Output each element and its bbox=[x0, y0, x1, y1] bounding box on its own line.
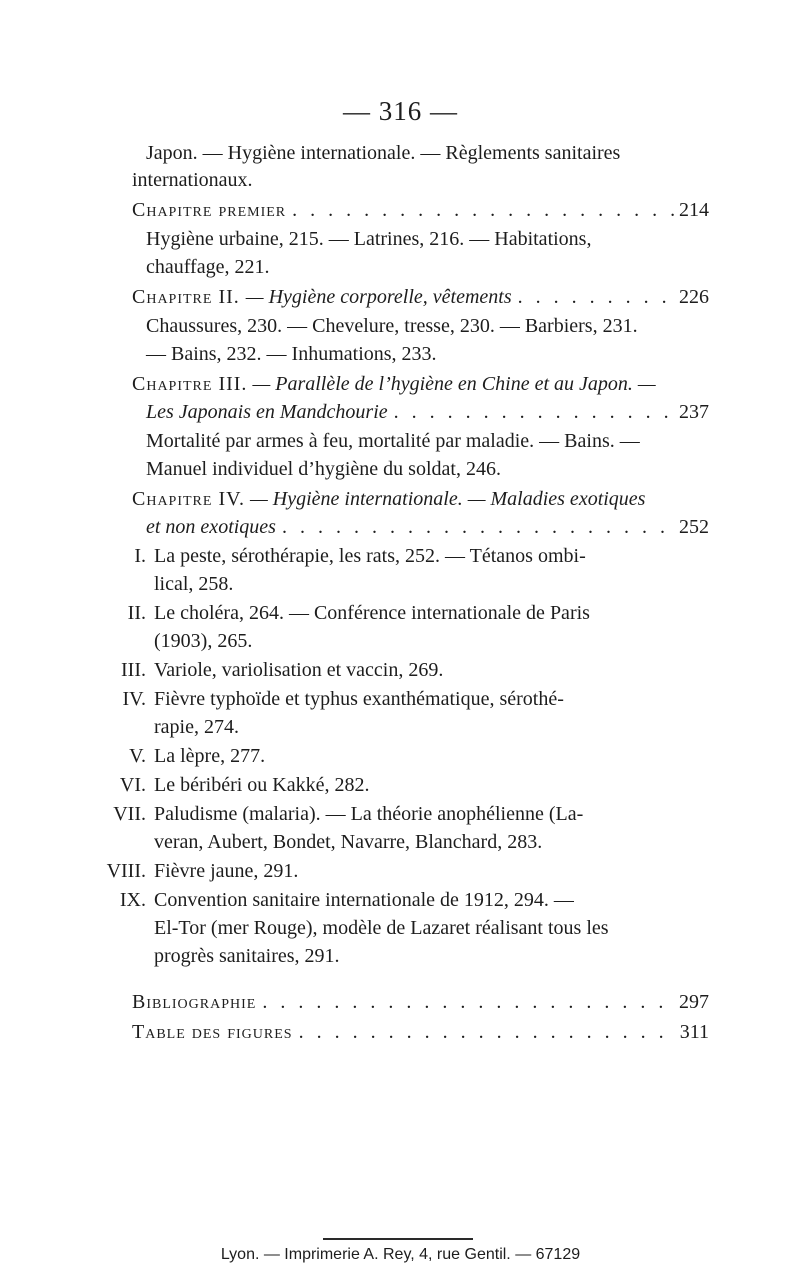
chapter-summary-line: — Bains, 232. — Inhumations, 233. bbox=[146, 343, 437, 365]
toc-entry-bibliographie[interactable] bbox=[132, 987, 709, 1017]
chapter-summary-line: Manuel individuel d’hygiène du soldat, 246. bbox=[146, 458, 501, 480]
dot-leader bbox=[388, 397, 675, 427]
page-ref: 311 bbox=[679, 1021, 709, 1043]
section-number: V. bbox=[129, 745, 146, 767]
chapter-title: — Hygiène internationale. — Maladies exotiques bbox=[249, 488, 646, 510]
section-cont: veran, Aubert, Bondet, Navarre, Blanchard, 283. bbox=[154, 831, 543, 853]
page-ref: 214 bbox=[679, 199, 709, 221]
section-number: II. bbox=[127, 602, 146, 624]
backmatter-label: Bibliographie bbox=[132, 991, 257, 1013]
section-cont: lical, 258. bbox=[154, 573, 234, 595]
toc-entry-chapitre-2[interactable] bbox=[132, 282, 709, 312]
section-number: IV. bbox=[122, 688, 146, 710]
section-item bbox=[102, 655, 443, 685]
chapter-heading: Chapitre III. bbox=[132, 373, 248, 395]
page-ref: 252 bbox=[679, 516, 709, 538]
dot-leader bbox=[256, 987, 675, 1017]
section-item bbox=[102, 799, 583, 829]
intro-line-2: internationaux. bbox=[132, 169, 253, 191]
dot-leader bbox=[276, 512, 675, 542]
section-text: Le béribéri ou Kakké, 282. bbox=[154, 774, 370, 796]
section-number: VII. bbox=[113, 803, 146, 825]
backmatter-label: Table des figures bbox=[132, 1021, 293, 1043]
chapter-summary-line: Mortalité par armes à feu, mortalité par maladie. — Bains. — bbox=[146, 430, 640, 452]
toc-entry-chapitre-premier[interactable] bbox=[132, 195, 709, 225]
section-text: La peste, sérothérapie, les rats, 252. — Tétanos ombi- bbox=[154, 545, 586, 567]
chapter-summary-line: chauffage, 221. bbox=[146, 256, 270, 278]
section-number: VI. bbox=[119, 774, 146, 796]
section-cont: progrès sanitaires, 291. bbox=[154, 945, 340, 967]
chapter-title: Les Japonais en Mandchourie bbox=[146, 401, 388, 423]
section-text: Paludisme (malaria). — La théorie anophélienne (La- bbox=[154, 803, 584, 825]
section-cont: El-Tor (mer Rouge), modèle de Lazaret réalisant tous les bbox=[154, 917, 609, 939]
section-item bbox=[102, 541, 586, 571]
section-text: La lèpre, 277. bbox=[154, 745, 266, 767]
chapter-heading: Chapitre premier bbox=[132, 199, 287, 221]
toc-entry-chapitre-4-cont[interactable] bbox=[146, 512, 709, 542]
toc-entry-chapitre-3[interactable] bbox=[132, 369, 656, 399]
toc-entry-table-des-figures[interactable] bbox=[132, 1017, 709, 1047]
dot-leader bbox=[293, 1017, 676, 1047]
chapter-title: et non exotiques bbox=[146, 516, 276, 538]
section-cont: (1903), 265. bbox=[154, 630, 253, 652]
chapter-heading: Chapitre II. bbox=[132, 286, 240, 308]
section-cont: rapie, 274. bbox=[154, 716, 239, 738]
page-ref: 297 bbox=[679, 991, 709, 1013]
section-number: IX. bbox=[119, 889, 146, 911]
page-ref: 237 bbox=[679, 401, 709, 423]
section-item bbox=[102, 770, 369, 800]
toc-entry-chapitre-4[interactable] bbox=[132, 484, 645, 514]
chapter-summary-line: Chaussures, 230. — Chevelure, tresse, 230. — Barbiers, 231. bbox=[146, 315, 638, 337]
intro-line-1: Japon. — Hygiène internationale. — Règlements sanitaires bbox=[146, 142, 621, 164]
section-text: Fièvre typhoïde et typhus exanthématique, sérothé- bbox=[154, 688, 564, 710]
page-number: — 316 — bbox=[343, 96, 458, 126]
section-item bbox=[102, 741, 265, 771]
section-number: VIII. bbox=[106, 860, 146, 882]
toc-entry-chapitre-3-cont[interactable] bbox=[146, 397, 709, 427]
chapter-title: — Parallèle de l’hygiène en Chine et au Japon. — bbox=[252, 373, 656, 395]
chapter-title: — Hygiène corporelle, vêtements bbox=[245, 286, 512, 308]
section-text: Convention sanitaire internationale de 1912, 294. — bbox=[154, 889, 574, 911]
printer-imprint: Lyon. — Imprimerie A. Rey, 4, rue Gentil. — 67129 bbox=[220, 1246, 581, 1263]
page-ref: 226 bbox=[679, 286, 709, 308]
section-item bbox=[102, 856, 298, 886]
section-text: Variole, variolisation et vaccin, 269. bbox=[154, 659, 444, 681]
footer-rule bbox=[323, 1238, 473, 1240]
dot-leader bbox=[286, 195, 675, 225]
section-text: Fièvre jaune, 291. bbox=[154, 860, 299, 882]
section-number: III. bbox=[121, 659, 146, 681]
dot-leader bbox=[512, 282, 675, 312]
section-text: Le choléra, 264. — Conférence internationale de Paris bbox=[154, 602, 590, 624]
chapter-heading: Chapitre IV. bbox=[132, 488, 245, 510]
section-item bbox=[102, 684, 564, 714]
section-number: I. bbox=[134, 545, 146, 567]
chapter-summary-line: Hygiène urbaine, 215. — Latrines, 216. — Habitations, bbox=[146, 228, 592, 250]
section-item bbox=[102, 598, 590, 628]
section-item bbox=[102, 885, 574, 915]
